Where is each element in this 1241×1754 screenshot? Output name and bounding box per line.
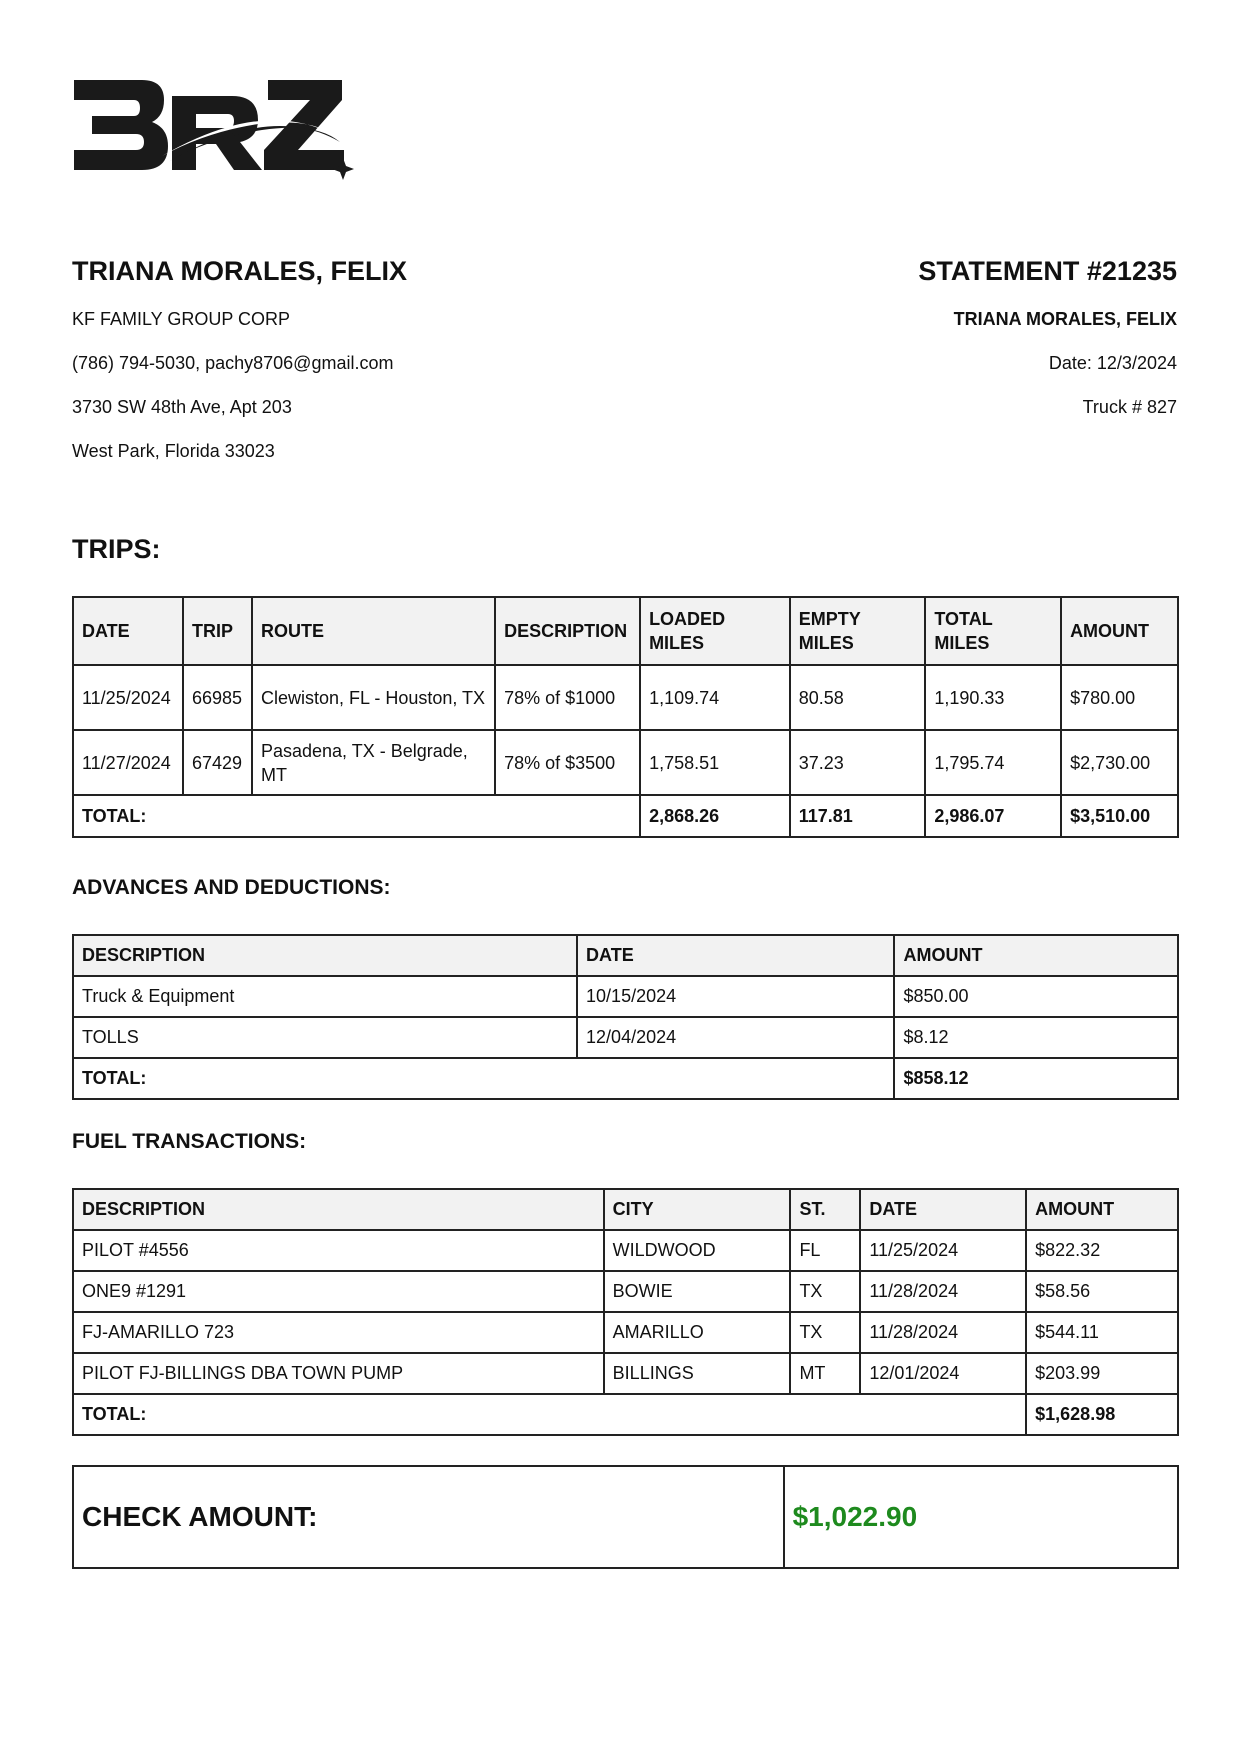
driver-contact: (786) 794-5030, pachy8706@gmail.com [72,353,394,373]
table-cell: PILOT FJ-BILLINGS DBA TOWN PUMP [73,1353,604,1394]
table-cell: 67429 [183,730,252,795]
table-cell: 10/15/2024 [577,976,894,1017]
column-header: ST. [790,1189,860,1230]
column-header: TRIP [183,597,252,665]
table-cell: 37.23 [790,730,926,795]
table-header-row [73,935,1178,976]
table-cell: 78% of $1000 [495,665,640,730]
column-header: EMPTY MILES [790,597,926,665]
table-header-row [73,1189,1178,1230]
total-amount: $3,510.00 [1061,795,1178,837]
column-header: AMOUNT [1061,597,1178,665]
table-cell: $544.11 [1026,1312,1178,1353]
table-row [73,1353,1178,1394]
table-cell: $2,730.00 [1061,730,1178,795]
table-cell: FL [790,1230,860,1271]
total-row [73,1058,1178,1099]
table-cell: 1,109.74 [640,665,790,730]
table-cell: Truck & Equipment [73,976,577,1017]
table-cell: 1,758.51 [640,730,790,795]
table-cell: $850.00 [894,976,1178,1017]
table-cell: FJ-AMARILLO 723 [73,1312,604,1353]
total-miles: 2,986.07 [925,795,1061,837]
brz-logo [72,78,392,193]
table-cell: $8.12 [894,1017,1178,1058]
table-cell: 1,795.74 [925,730,1061,795]
table-cell: BOWIE [604,1271,791,1312]
table-header-row [73,597,1178,665]
advances-heading: ADVANCES AND DEDUCTIONS: [72,876,391,899]
table-cell: $58.56 [1026,1271,1178,1312]
fuel-table [72,1188,1179,1436]
company-name: KF FAMILY GROUP CORP [72,309,291,329]
table-cell: MT [790,1353,860,1394]
table-row [73,1312,1178,1353]
total-loaded-miles: 2,868.26 [640,795,790,837]
table-row [73,976,1178,1017]
total-amount: $1,628.98 [1026,1394,1178,1435]
column-header: LOADED MILES [640,597,790,665]
table-cell: PILOT #4556 [73,1230,604,1271]
column-header: CITY [604,1189,791,1230]
table-cell: 12/01/2024 [860,1353,1026,1394]
table-cell: 11/28/2024 [860,1271,1026,1312]
column-header: ROUTE [252,597,495,665]
column-header: DATE [860,1189,1026,1230]
check-row [73,1466,1178,1568]
advances-table [72,934,1179,1100]
table-cell: Clewiston, FL - Houston, TX [252,665,495,730]
table-cell: BILLINGS [604,1353,791,1394]
statement-info [918,254,1177,418]
table-cell: 11/25/2024 [860,1230,1026,1271]
table-cell: 1,190.33 [925,665,1061,730]
table-cell: ONE9 #1291 [73,1271,604,1312]
total-row [73,1394,1178,1435]
table-row [73,1230,1178,1271]
table-cell: TOLLS [73,1017,577,1058]
total-label: TOTAL: [73,1394,1026,1435]
total-label: TOTAL: [73,795,640,837]
table-cell: TX [790,1312,860,1353]
table-cell: 11/27/2024 [73,730,183,795]
table-cell: $780.00 [1061,665,1178,730]
total-label: TOTAL: [73,1058,894,1099]
statement-title: STATEMENT #21235 [918,256,1177,286]
trips-table [72,596,1179,838]
check-amount-box [72,1465,1179,1569]
driver-info [72,254,407,462]
table-row [73,1017,1178,1058]
table-cell: AMARILLO [604,1312,791,1353]
table-cell: 11/25/2024 [73,665,183,730]
table-row [73,1271,1178,1312]
fuel-heading: FUEL TRANSACTIONS: [72,1130,307,1153]
address-line-2: West Park, Florida 33023 [72,441,275,461]
total-row [73,795,1178,837]
column-header: AMOUNT [894,935,1178,976]
table-cell: TX [790,1271,860,1312]
column-header: DATE [577,935,894,976]
table-cell: 66985 [183,665,252,730]
table-cell: 78% of $3500 [495,730,640,795]
table-cell: $822.32 [1026,1230,1178,1271]
statement-date: Date: 12/3/2024 [1048,353,1177,373]
truck-number: Truck # 827 [1082,397,1177,417]
statement-name: TRIANA MORALES, FELIX [953,309,1177,329]
total-amount: $858.12 [894,1058,1178,1099]
check-label: CHECK AMOUNT: [73,1466,784,1568]
table-cell: 80.58 [790,665,926,730]
table-cell: 11/28/2024 [860,1312,1026,1353]
check-amount: $1,022.90 [784,1466,1178,1568]
column-header: AMOUNT [1026,1189,1178,1230]
address-line-1: 3730 SW 48th Ave, Apt 203 [72,397,292,417]
column-header: DESCRIPTION [73,935,577,976]
table-cell: WILDWOOD [604,1230,791,1271]
table-cell: 12/04/2024 [577,1017,894,1058]
column-header: DATE [73,597,183,665]
trips-heading: TRIPS: [72,534,161,564]
column-header: DESCRIPTION [73,1189,604,1230]
table-cell: $203.99 [1026,1353,1178,1394]
column-header: DESCRIPTION [495,597,640,665]
column-header: TOTAL MILES [925,597,1061,665]
driver-name: TRIANA MORALES, FELIX [72,256,407,286]
total-empty-miles: 117.81 [790,795,926,837]
table-row [73,665,1178,730]
table-cell: Pasadena, TX - Belgrade, MT [252,730,495,795]
table-row [73,730,1178,795]
